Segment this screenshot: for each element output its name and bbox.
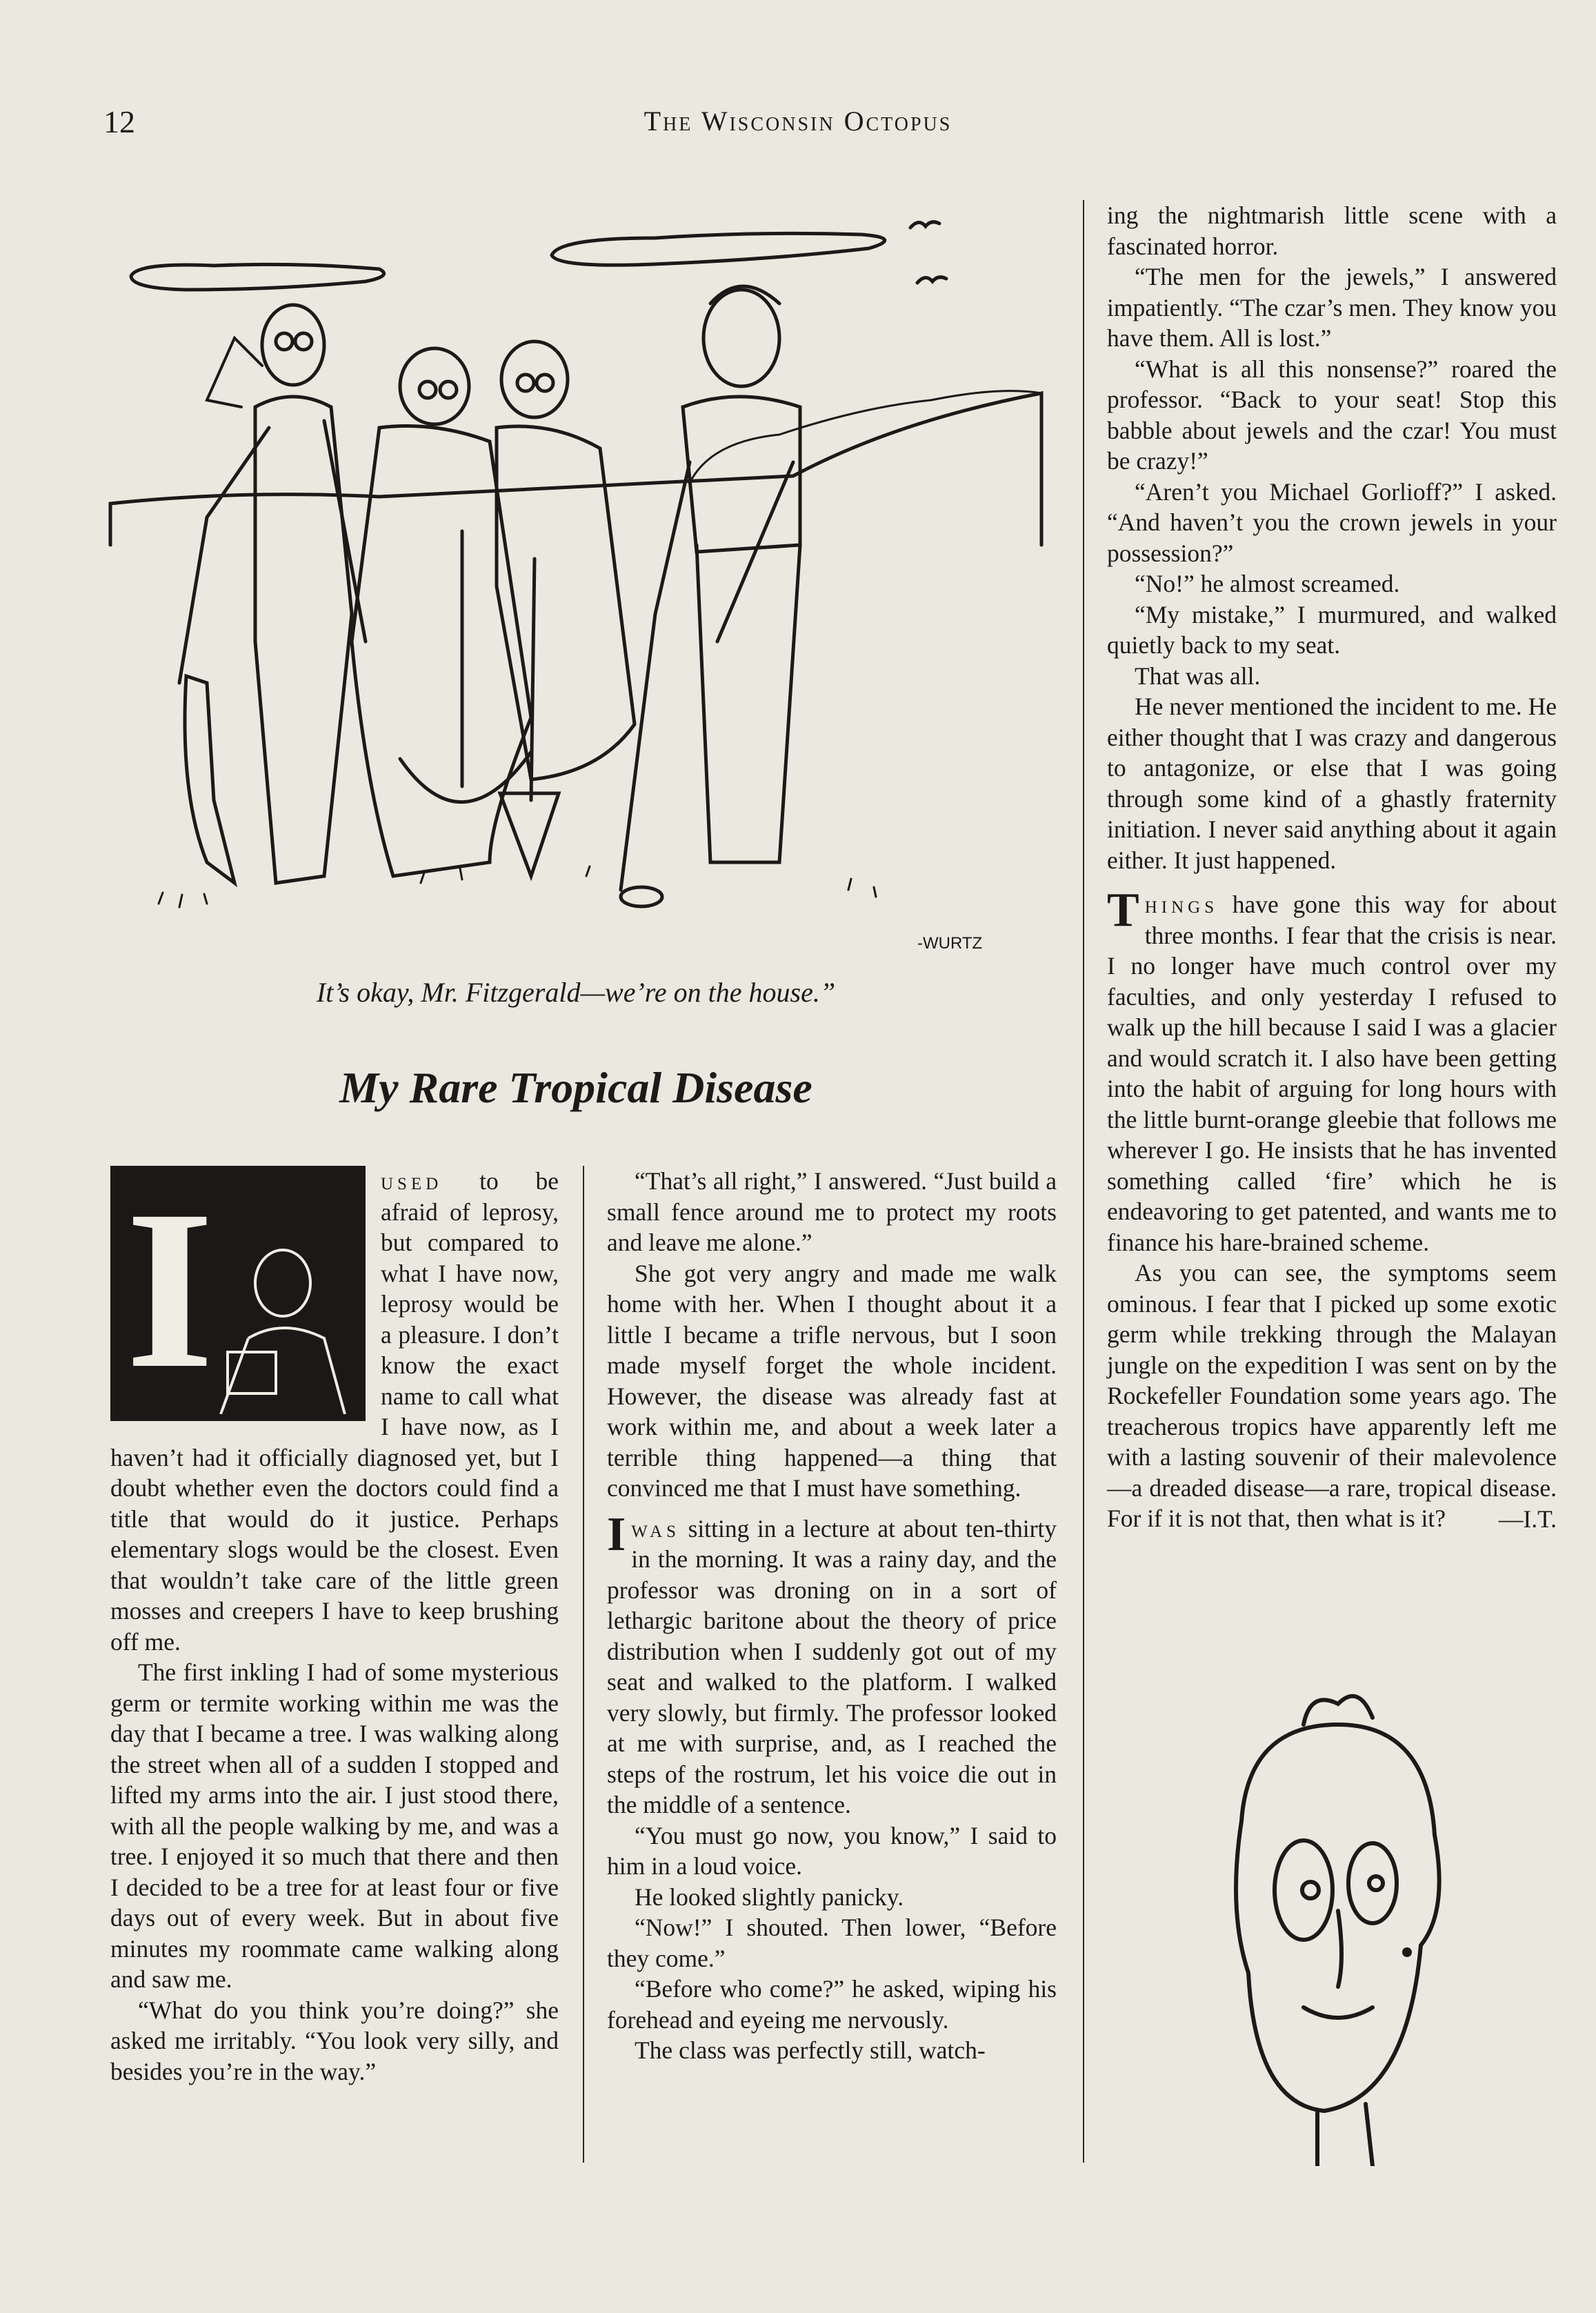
column-rule-2	[1083, 200, 1084, 2163]
cartoon-caption: It’s okay, Mr. Fitzgerald—we’re on the house.”	[316, 977, 836, 1008]
article-column-1: used to be afraid of leprosy, but compared to what I have now, leprosy would be a pleasure. I don’t know the exact name to call what I have now, as I haven’t had it officially diagnosed yet, but I doubt whether even the doctors could find a title that would do it justice. Perhaps elementary slogs would be the closest. Even that wouldn’t take care of the little green mosses and creepers I have to keep brushing off me. The first inkling I had of some mysterious germ or termite working within me was the day that I became a tree. I was walking along the street when all of a sudden I stopped and lifted my arms into the air. I just stood there, with all the people walking by me, and was a tree. I enjoyed it so much that there and then I decided to be a tree for at least four or five days out of every week. But in about five minutes my roommate came walking along and saw me. “What do you think you’re doing?” she asked me irritably. “You look very silly, and besides you’re in the way.”	[110, 1166, 559, 2087]
figure-4-head	[704, 290, 779, 386]
paragraph-initial: I	[607, 1507, 626, 1561]
author-signature: —I.T.	[1498, 1505, 1557, 1533]
cloud-right	[552, 233, 885, 265]
article-title: My Rare Tropical Disease	[339, 1063, 812, 1112]
article-column-2: “That’s all right,” I answered. “Just build a small fence around me to protect my roots and leave me alone.” She got very angry and made me walk home with her. When I thought about it a little I became a trifle nervous, but I soon made myself forget the whole incident. However, the disease was already fast at work within me, and about a week later a terrible thing happened—a thing that convinced me that I must have something. Iwas sitting in a lecture at about ten-thirty in the morning. It was a rainy day, and the professor was droning on in a sort of lethargic baritone about the theory of price distribution when I suddenly got out of my seat and walked to the platform. I walked very slowly, but firmly. The professor looked at me with surprise, and, as I reached the steps of the rostrum, let his voice die out in the middle of a sentence. “You must go now, you know,” I said to him in a loud voice. He looked slightly panicky. “Now!” I shouted. Then lower, “Before they come.” “Before who come?” he asked, wiping his forehead and eyeing me nervously. The class was perfectly still, watch-	[607, 1167, 1057, 2064]
paragraph: “What do you think you’re doing?” she asked me irritably. “You look very silly, and besides you’re in the way.”	[110, 1996, 559, 2085]
article-column-3: ing the nightmarish little scene with a fascinated horror. “The men for the jewels,” I answered impatiently. “The czar’s men. They know you have them. All is lost.” “What is all this nonsense?” roared the professor. “Back to your seat! Stop this babble about jewels and the czar! You must be crazy!” “Aren’t you Michael Gorlioff?” I asked. “And haven’t you the crown jewels in your possession?” “No!” he almost screamed. “My mistake,” I murmured, and walked quietly back to my seat. That was all. He never mentioned the incident to me. He either thought that I was crazy and dangerous to antagonize, or else that I was going through some kind of a ghastly fraternity initiation. I never said anything about it again either. It just happened. Things have gone this way for about three months. I fear that the crisis is near. I no longer have much control over my faculties, and only yesterday I refused to walk up the hill because I said I was a glacier and would scratch it. I also have been getting into the habit of arguing for long hours with the little burnt-orange gleebie that follows me wherever I go. He insists that he has invented something called ‘fire’ which he is endeavoring to get patented, and wants me to finance his hare-brained scheme. As you can see, the symptoms seem ominous. I fear that I picked up some exotic germ while trekking through the Malayan jungle on the expedition I was sent on by the Rockefeller Foundation some years ago. The treacherous tropics have apparently left me with a lasting souvenir of their malevolence—a dreaded disease—a rare, tropical disease. For if it is not that, then what is it? —I.T.	[1107, 201, 1557, 1533]
running-head: The Wisconsin Octopus	[644, 106, 952, 137]
cloud-left	[131, 264, 384, 290]
paragraph: The first inkling I had of some mysterious germ or termite working within me was the day that I became a tree. I was walking along the street when all of a sudden I stopped and lifted my arms into the air. I just stood there, with all the people walking by me, and was a tree. I enjoyed it so much that there and then I decided to be a tree for at least four or five days out of every week. But in about five minutes my roommate came walking along and saw me.	[110, 1658, 559, 1993]
woman-face-illustration	[1200, 1683, 1462, 2166]
golf-cartoon-illustration	[103, 200, 1048, 959]
lead-smallcaps: used	[381, 1167, 443, 1195]
page-number: 12	[103, 104, 135, 139]
paragraph-initial: T	[1107, 884, 1139, 937]
column-rule-1	[583, 1166, 584, 2163]
drop-cap-letter: I	[126, 1164, 215, 1416]
cartoonist-signature: -WURTZ	[917, 934, 983, 953]
